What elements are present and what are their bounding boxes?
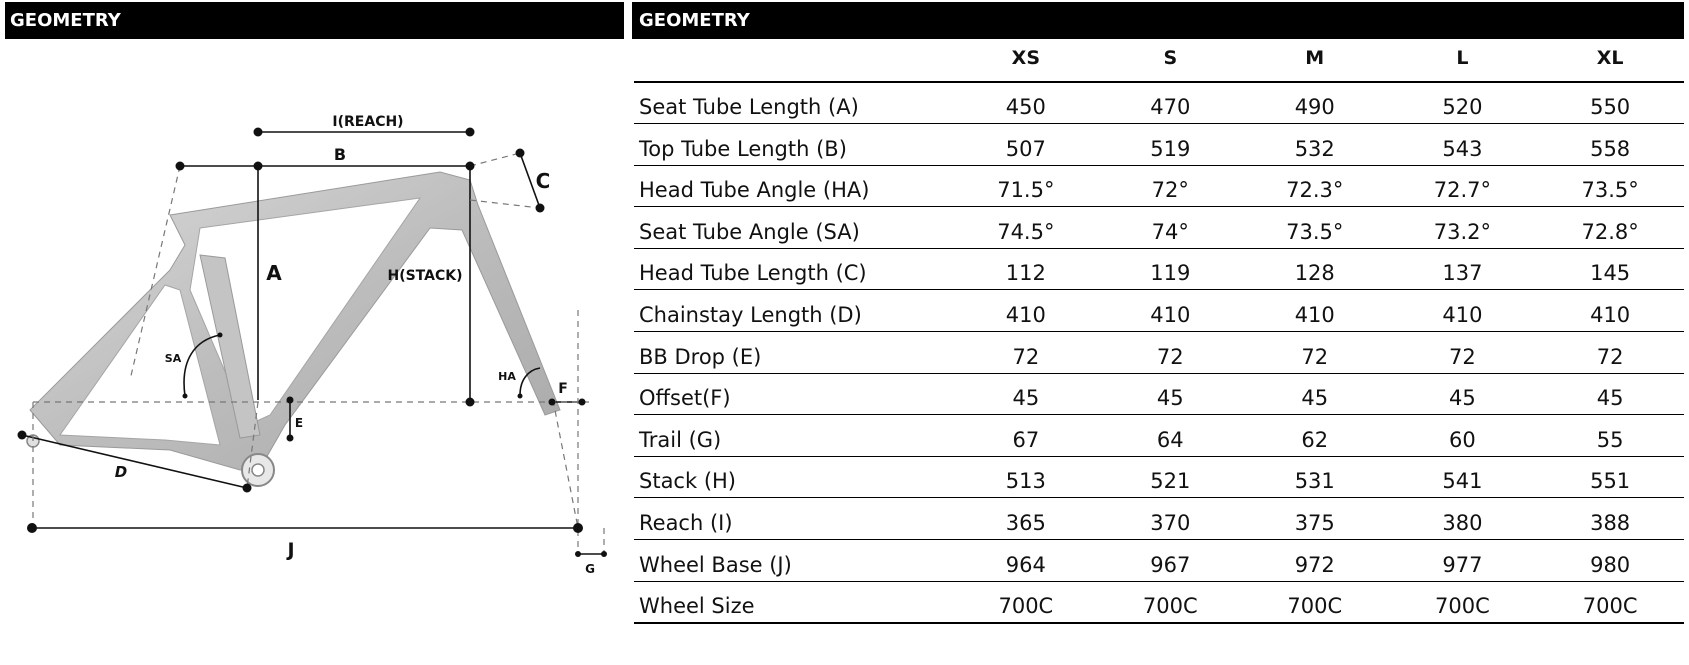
table-row — [634, 248, 1684, 290]
table-cell: 73.5° — [1241, 207, 1389, 249]
table-cell: 71.5° — [952, 165, 1100, 207]
table-cell: 74° — [1100, 207, 1241, 249]
table-cell: 119 — [1100, 248, 1241, 290]
table-row — [634, 207, 1684, 249]
table-cell: 74.5° — [952, 207, 1100, 249]
table-row — [634, 540, 1684, 582]
row-label: Offset(F) — [634, 373, 952, 415]
table-cell: 72 — [1100, 332, 1241, 374]
row-label: Head Tube Angle (HA) — [634, 165, 952, 207]
table-cell: 137 — [1389, 248, 1537, 290]
table-cell: 964 — [952, 540, 1100, 582]
table-cell: 521 — [1100, 456, 1241, 498]
seat-tube-label: A — [266, 261, 282, 285]
table-cell: 977 — [1389, 540, 1537, 582]
table-cell: 45 — [1536, 373, 1684, 415]
size-xl: XL — [1536, 37, 1684, 82]
table-cell: 507 — [952, 124, 1100, 166]
table-cell: 700C — [952, 581, 1100, 623]
table-cell: 450 — [952, 82, 1100, 124]
table-cell: 532 — [1241, 124, 1389, 166]
table-cell: 410 — [1389, 290, 1537, 332]
table-cell: 112 — [952, 248, 1100, 290]
table-row — [634, 581, 1684, 623]
row-label: Seat Tube Length (A) — [634, 82, 952, 124]
table-cell: 62 — [1241, 415, 1389, 457]
table-cell: 72° — [1100, 165, 1241, 207]
diagram-header: GEOMETRY — [5, 2, 624, 39]
table-cell: 700C — [1100, 581, 1241, 623]
table-row — [634, 332, 1684, 374]
table-cell: 72 — [952, 332, 1100, 374]
table-row — [634, 373, 1684, 415]
table-cell: 45 — [1100, 373, 1241, 415]
table-cell: 550 — [1536, 82, 1684, 124]
table-cell: 531 — [1241, 456, 1389, 498]
row-label: Head Tube Length (C) — [634, 248, 952, 290]
wheelbase-label: J — [287, 539, 295, 561]
table-row — [634, 415, 1684, 457]
table-cell: 72.3° — [1241, 165, 1389, 207]
table-cell: 370 — [1100, 498, 1241, 540]
table-cell: 72 — [1241, 332, 1389, 374]
row-label: Seat Tube Angle (SA) — [634, 207, 952, 249]
table-cell: 980 — [1536, 540, 1684, 582]
table-row — [634, 456, 1684, 498]
chainstay-label: D — [114, 463, 128, 481]
stack-label: H(STACK) — [387, 268, 463, 284]
row-label: Wheel Base (J) — [634, 540, 952, 582]
size-s: S — [1100, 37, 1241, 82]
table-cell: 72 — [1389, 332, 1537, 374]
table-cell: 64 — [1100, 415, 1241, 457]
row-label: Trail (G) — [634, 415, 952, 457]
table-cell: 551 — [1536, 456, 1684, 498]
seat-angle-label: SA — [164, 352, 182, 365]
table-row — [634, 498, 1684, 540]
table-cell: 410 — [952, 290, 1100, 332]
reach-label: I(REACH) — [332, 114, 404, 130]
table-cell: 60 — [1389, 415, 1537, 457]
row-label: Chainstay Length (D) — [634, 290, 952, 332]
offset-label: F — [558, 381, 568, 397]
size-l: L — [1389, 37, 1537, 82]
table-cell: 700C — [1536, 581, 1684, 623]
table-cell: 145 — [1536, 248, 1684, 290]
bb-drop-label: E — [294, 416, 304, 430]
table-row — [634, 124, 1684, 166]
table-cell: 365 — [952, 498, 1100, 540]
geometry-table — [634, 37, 1684, 624]
row-label: BB Drop (E) — [634, 332, 952, 374]
size-xs: XS — [952, 37, 1100, 82]
table-cell: 45 — [1389, 373, 1537, 415]
trail-label: G — [585, 562, 595, 576]
table-cell: 72.8° — [1536, 207, 1684, 249]
table-cell: 520 — [1389, 82, 1537, 124]
table-cell: 470 — [1100, 82, 1241, 124]
table-cell: 72.7° — [1389, 165, 1537, 207]
table-cell: 700C — [1241, 581, 1389, 623]
head-tube-label: C — [535, 169, 551, 193]
table-header: GEOMETRY — [632, 2, 1684, 39]
table-cell: 375 — [1241, 498, 1389, 540]
size-m: M — [1241, 37, 1389, 82]
table-row — [634, 165, 1684, 207]
head-angle-label: HA — [498, 370, 516, 383]
row-label: Stack (H) — [634, 456, 952, 498]
table-cell: 543 — [1389, 124, 1537, 166]
table-cell: 513 — [952, 456, 1100, 498]
bike-frame — [27, 172, 560, 486]
corner-cell — [634, 37, 952, 82]
table-row — [634, 290, 1684, 332]
table-cell: 972 — [1241, 540, 1389, 582]
table-cell: 410 — [1241, 290, 1389, 332]
table-cell: 67 — [952, 415, 1100, 457]
table-cell: 541 — [1389, 456, 1537, 498]
table-cell: 55 — [1536, 415, 1684, 457]
table-cell: 410 — [1100, 290, 1241, 332]
table-cell: 380 — [1389, 498, 1537, 540]
row-label: Wheel Size — [634, 581, 952, 623]
table-cell: 73.5° — [1536, 165, 1684, 207]
table-cell: 410 — [1536, 290, 1684, 332]
frame-geometry-diagram — [0, 40, 625, 665]
table-cell: 700C — [1389, 581, 1537, 623]
row-label: Reach (I) — [634, 498, 952, 540]
table-cell: 558 — [1536, 124, 1684, 166]
row-label: Top Tube Length (B) — [634, 124, 952, 166]
table-cell: 73.2° — [1389, 207, 1537, 249]
table-cell: 490 — [1241, 82, 1389, 124]
table-cell: 45 — [1241, 373, 1389, 415]
table-cell: 519 — [1100, 124, 1241, 166]
table-cell: 967 — [1100, 540, 1241, 582]
top-tube-label: B — [333, 145, 347, 164]
table-row — [634, 82, 1684, 124]
size-header-row — [634, 37, 1684, 82]
table-cell: 72 — [1536, 332, 1684, 374]
table-cell: 45 — [952, 373, 1100, 415]
table-cell: 388 — [1536, 498, 1684, 540]
table-cell: 128 — [1241, 248, 1389, 290]
